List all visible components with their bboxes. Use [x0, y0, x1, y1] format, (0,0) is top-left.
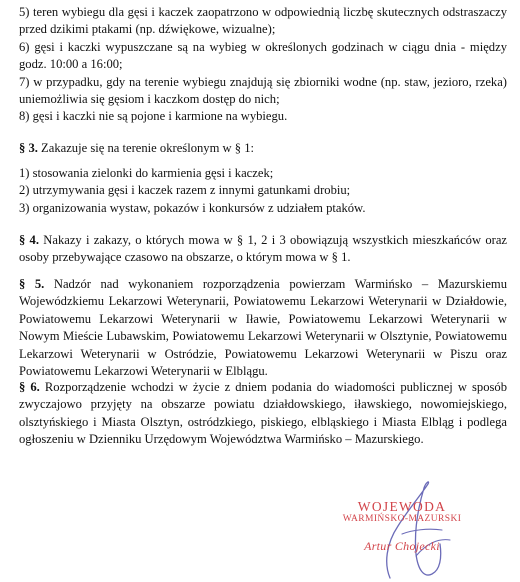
list-item-7: 7) w przypadku, gdy na terenie wybiegu znajdują się zbiorniki wodne (np. staw, jezioro, rzeka) uniemożliwia się gęsiom i kaczkom dostęp do nich; [19, 74, 507, 107]
list-top [19, 4, 507, 126]
section-3-item-2: 2) utrzymywania gęsi i kaczek razem z innymi gatunkami drobiu; [19, 183, 351, 198]
section-6-text: Rozporządzenie wchodzi w życie z dniem podania do wiadomości publicznej w sposób zwyczajowo przyjęty na obszarze powiatu działdowskiego, iławskiego, nowomiejskiego, olsztyńskiego i Miasta Olsztyn, ostródzkiego, piskiego, elbląskiego i Miasta Elbląg i podlega ogłoszeniu w Dzienniku Urzędowym Województwa Warmińsko – Mazurskiego. [19, 380, 508, 447]
section-5-text: Nadzór nad wykonaniem rozporządzenia powierzam Warmińsko – Mazurskiemu Wojewódzkiemu Lekarzowi Weterynarii, Powiatowemu Lekarzowi Weterynarii w Działdowie, Powiatowemu Lekarzowi Weterynarii w Iławie, Powiatowemu Lekarzowi Weterynarii w Nowym Mieście Lubawskim, Powiatowemu Lekarzowi Weterynarii w Olsztynie, Powiatowemu Lekarzowi Weterynarii w Ostródzie, Powiatowemu Lekarzowi Weterynarii w Piszu oraz Powiatowemu Lekarzowi Weterynarii w Elblągu. [19, 277, 508, 379]
list-item-8: 8) gęsi i kaczki nie są pojone i karmione na wybiegu. [19, 109, 288, 124]
stamp-region: WARMIŃSKO-MAZURSKI [342, 514, 462, 524]
section-3 [19, 140, 507, 157]
section-3-label: § 3. [19, 141, 38, 155]
section-5-label: § 5. [19, 277, 45, 291]
official-stamp [336, 500, 468, 554]
section-3-item-3: 3) organizowania wystaw, pokazów i konkursów z udziałem ptaków. [19, 200, 366, 215]
section-4-text: Nakazy i zakazy, o których mowa w § 1, 2 i 3 obowiązują wszystkich mieszkańców oraz osoby przebywające czasowo na obszarze, o którym mowa w § 1. [19, 233, 508, 265]
section-3-intro: Zakazuje się na terenie określonym w § 1: [41, 141, 255, 155]
list-item-5: 5) teren wybiegu dla gęsi i kaczek zaopatrzono w odpowiednią liczbę skutecznych odstraszaczy przed dzikimi ptakami (np. dźwiękowe, wizualne); [19, 5, 507, 37]
section-3-item-1: 1) stosowania zielonki do karmienia gęsi i kaczek; [19, 166, 274, 180]
list-item-6: 6) gęsi i kaczki wypuszczane są na wybieg w określonych godzinach w ciągu dnia - między godz. 10:00 a 16:00; [19, 39, 507, 72]
stamp-title: WOJEWODA [357, 499, 447, 514]
section-4 [19, 232, 507, 267]
section-3-list [19, 165, 507, 217]
section-6 [19, 379, 507, 449]
section-6-label: § 6. [19, 380, 40, 394]
section-5 [19, 276, 507, 380]
stamp-name: Artur Chojecki [364, 539, 440, 553]
section-4-label: § 4. [19, 233, 39, 247]
